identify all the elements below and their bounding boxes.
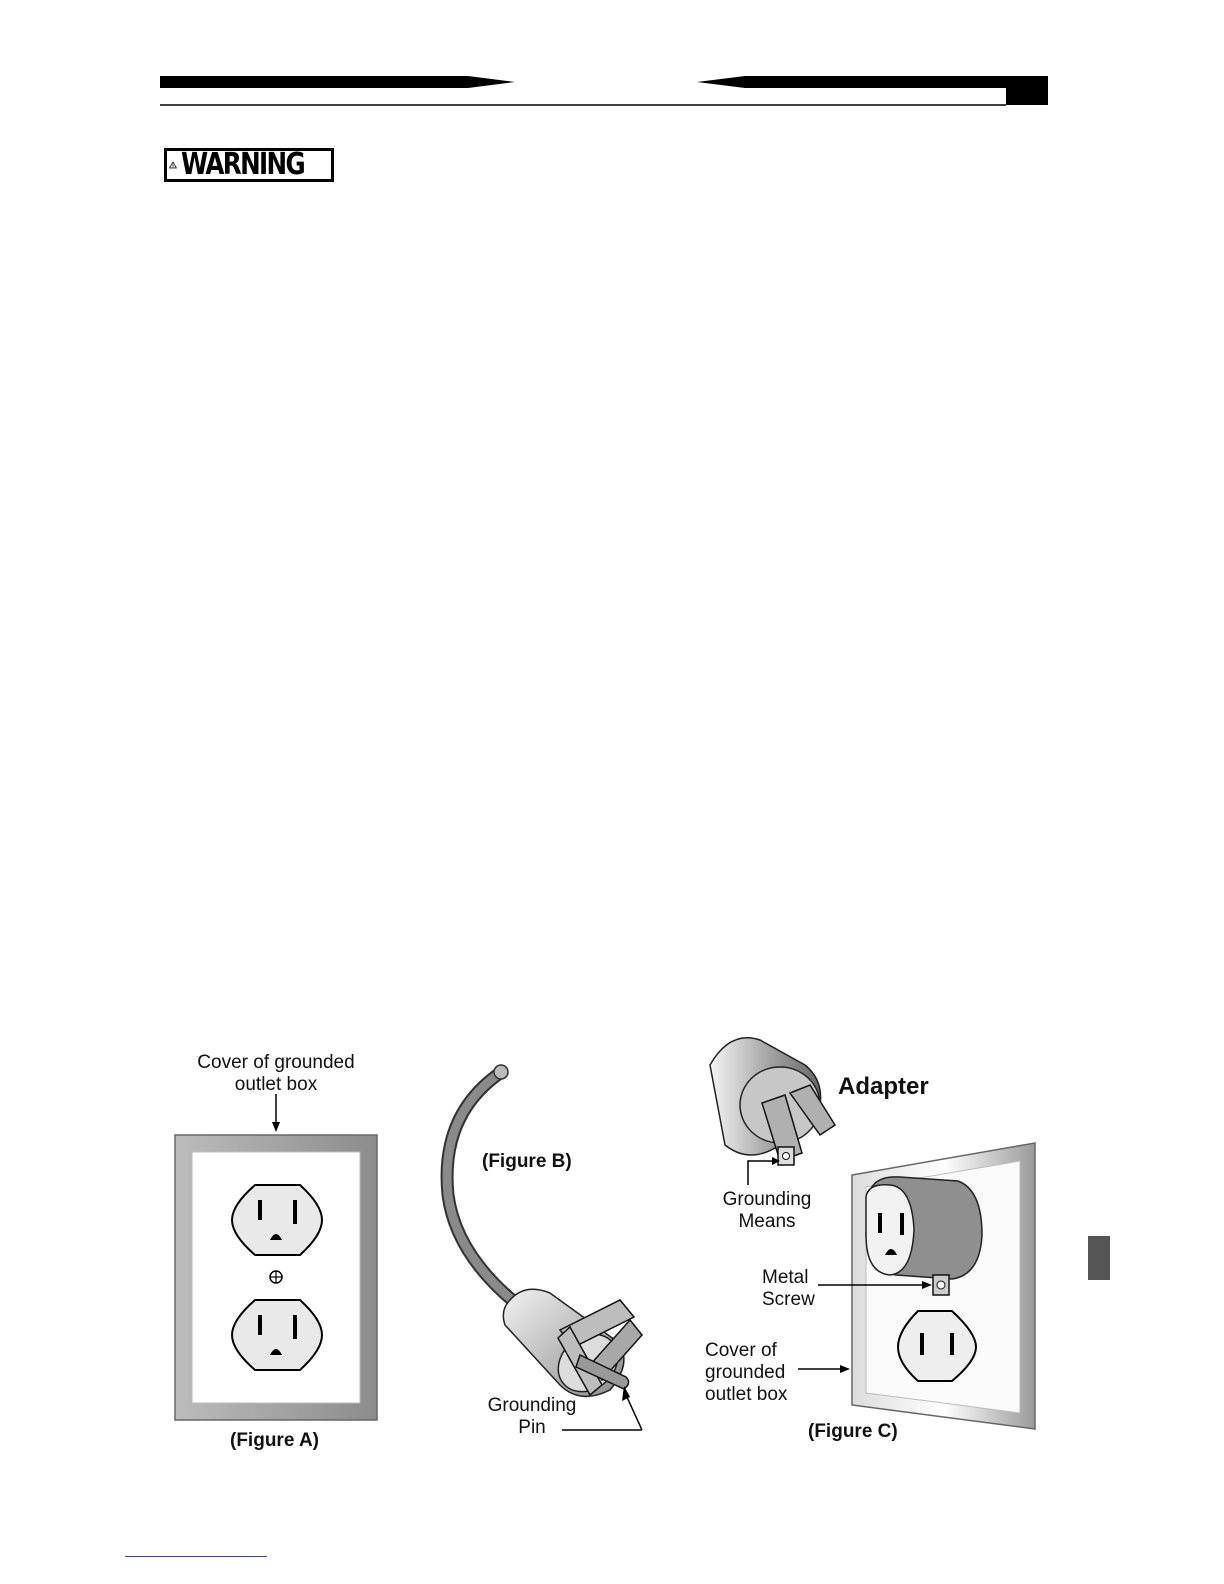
figure-c-cover-line1: Cover of [705,1340,777,1361]
header-block [1006,76,1048,105]
figure-a-top-label-line2: outlet box [234,1074,318,1095]
figure-c-metal-screw-line1: Metal [762,1267,809,1288]
figure-b-plug-illustration [430,1055,660,1445]
warning-label: WARNING [180,147,304,182]
header-rule [0,0,1224,120]
figure-a-top-label-line1: Cover of grounded [197,1052,355,1073]
figure-c-caption: (Figure C) [808,1421,898,1442]
figure-c-metal-screw-line2: Screw [762,1289,815,1310]
figure-c-grounding-means-line2: Means [738,1211,796,1232]
figure-c-cover-line3: outlet box [705,1384,788,1405]
figure-b-caption: (Figure B) [482,1151,572,1172]
receptacle-bottom [232,1300,322,1370]
figure-c-cover-line2: grounded [705,1362,786,1383]
loose-adapter [710,1038,835,1165]
receptacle-top [232,1185,322,1255]
figure-b-pin-label-line1: Grounding [487,1395,577,1416]
figure-b-pin-label [482,1395,582,1439]
header-bar-right [697,76,1048,88]
center-screw-icon [270,1271,282,1283]
warning-triangle-icon [169,150,177,180]
figure-c-grounding-means-line1: Grounding [722,1189,812,1210]
header-bar-left [160,76,515,88]
figure-c-grounding-means-label [718,1189,816,1233]
warning-badge [164,148,334,182]
figure-c-cover-label [705,1340,787,1406]
figure-b-pin-label-line2: Pin [518,1417,546,1438]
footer-link-underline[interactable] [125,1556,267,1557]
figure-a-caption: (Figure A) [230,1430,320,1451]
figure-c-metal-screw-label [762,1267,815,1311]
figure-a-outlet-illustration [160,1090,400,1435]
section-tab [1088,1236,1110,1280]
figure-c-adapter-title: Adapter [838,1073,929,1100]
